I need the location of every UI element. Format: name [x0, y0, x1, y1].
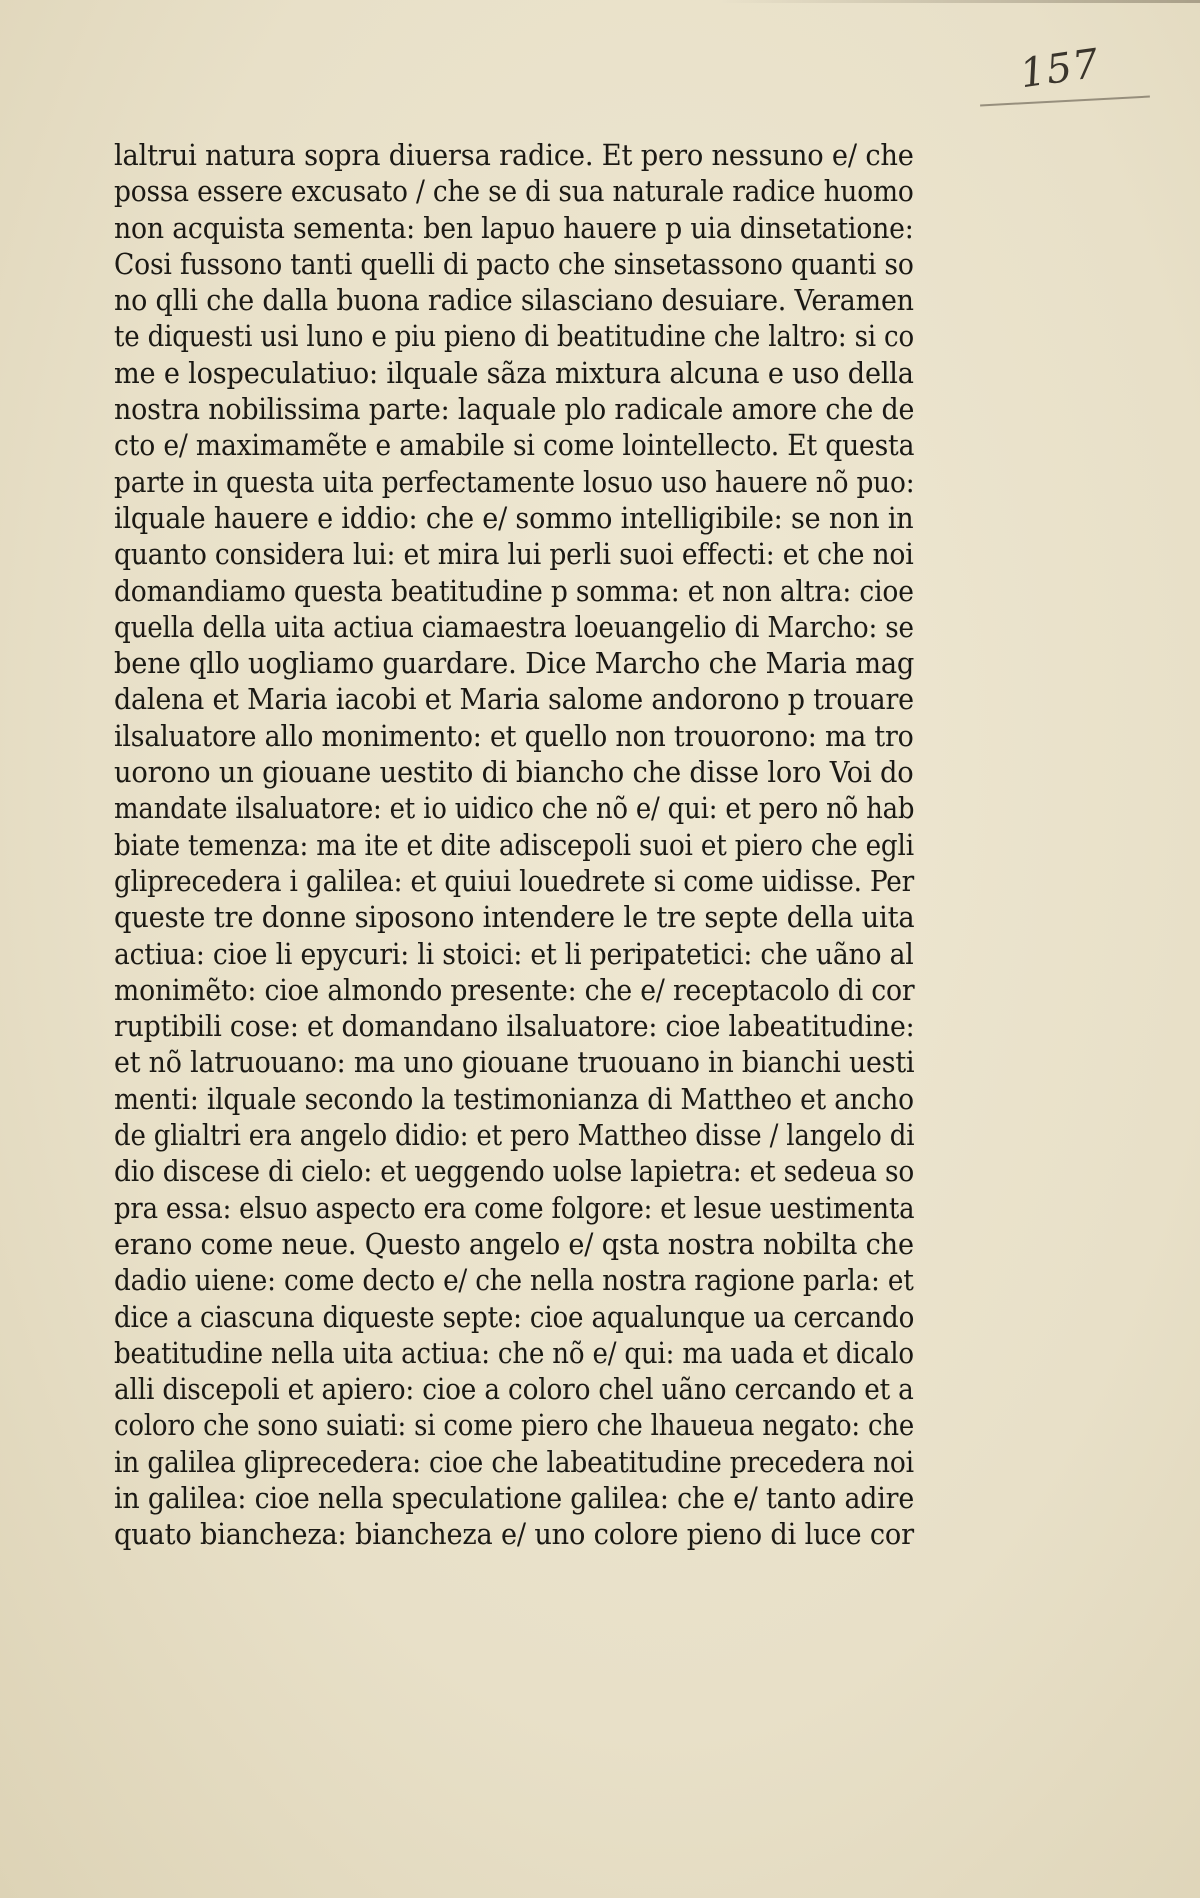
text-block [114, 138, 914, 1554]
text-line: menti: ilquale secondo la testimonianza di Mattheo et ancho [114, 1082, 914, 1116]
text-line: me e lospeculatiuo: ilquale sãza mixtura alcuna e uso della [114, 356, 914, 390]
text-line: biate temenza: ma ite et dite adiscepoli suoi et piero che egli [114, 828, 914, 862]
text-line: et nõ latruouano: ma uno giouane truouano in bianchi uesti [114, 1046, 915, 1080]
text-line: erano come neue. Questo angelo e/ qsta nostra nobilta che [114, 1227, 914, 1261]
text-line: queste tre donne siposono intendere le tre septe della uita [114, 901, 915, 935]
text-line: de glialtri era angelo didio: et pero Mattheo disse / langelo di [114, 1119, 915, 1153]
text-line: dio discese di cielo: et ueggendo uolse lapietra: et sedeua so [114, 1155, 915, 1189]
text-line: cto e/ maximamẽte e amabile si come lointellecto. Et questa [114, 429, 915, 463]
text-line: te diquesti usi luno e piu pieno di beatitudine che laltro: si co [114, 320, 914, 354]
text-line: nostra nobilissima parte: laquale plo radicale amore che de [114, 393, 915, 427]
folio-number: 157 [1017, 40, 1103, 98]
text-line: alli discepoli et apiero: cioe a coloro chel uãno cercando et a [114, 1373, 914, 1407]
text-line: domandiamo questa beatitudine p somma: et non altra: cioe [114, 574, 914, 608]
text-line: ruptibili cose: et domandano ilsaluatore: cioe labeatitudine: [114, 1010, 915, 1044]
text-line: Cosi fussono tanti quelli di pacto che sinsetassono quanti so [114, 247, 914, 281]
text-line: in galilea gliprecedera: cioe che labeatitudine precedera noi [114, 1445, 914, 1479]
text-line: quanto considera lui: et mira lui perli suoi effecti: et che noi [114, 538, 914, 572]
text-line: dalena et Maria iacobi et Maria salome andorono p trouare [114, 683, 914, 717]
text-line: pra essa: elsuo aspecto era come folgore: et lesue uestimenta [114, 1191, 915, 1225]
text-line: bene qllo uogliamo guardare. Dice Marcho che Maria mag [114, 647, 915, 681]
text-line: parte in questa uita perfectamente losuo uso hauere nõ puo: [114, 465, 915, 499]
text-line: coloro che sono suiati: si come piero che lhaueua negato: che [114, 1409, 915, 1443]
top-edge-rule [720, 0, 1200, 3]
text-line: in galilea: cioe nella speculatione galilea: che e/ tanto adire [114, 1481, 915, 1515]
text-line: monimẽto: cioe almondo presente: che e/ receptacolo di cor [114, 973, 915, 1007]
text-line: beatitudine nella uita actiua: che nõ e/ qui: ma uada et dicalo [114, 1336, 914, 1370]
text-line: dadio uiene: come decto e/ che nella nostra ragione parla: et [114, 1264, 914, 1298]
text-line: actiua: cioe li epycuri: li stoici: et li peripatetici: che uãno al [114, 937, 914, 971]
folio-underline [980, 96, 1150, 107]
text-line: dice a ciascuna diqueste septe: cioe aqualunque ua cercando [114, 1300, 915, 1334]
text-line: ilquale hauere e iddio: che e/ sommo intelligibile: se non in [114, 501, 914, 535]
text-line: mandate ilsaluatore: et io uidico che nõ e/ qui: et pero nõ hab [114, 792, 915, 826]
text-line: uorono un giouane uestito di biancho che disse loro Voi do [114, 756, 914, 790]
text-line: possa essere excusato / che se di sua naturale radice huomo [114, 175, 914, 209]
text-line: no qlli che dalla buona radice silasciano desuiare. Veramen [114, 284, 914, 318]
text-line: ilsaluatore allo monimento: et quello non trouorono: ma tro [114, 719, 914, 753]
text-line: gliprecedera i galilea: et quiui louedrete si come uidisse. Per [114, 864, 915, 898]
text-line: non acquista sementa: ben lapuo hauere p uia dinsetatione: [114, 211, 914, 245]
text-line: quella della uita actiua ciamaestra loeuangelio di Marcho: se [114, 610, 914, 644]
text-line: quato biancheza: biancheza e/ uno colore pieno di luce cor [114, 1518, 914, 1552]
text-line: laltrui natura sopra diuersa radice. Et pero nessuno e/ che [114, 139, 914, 172]
